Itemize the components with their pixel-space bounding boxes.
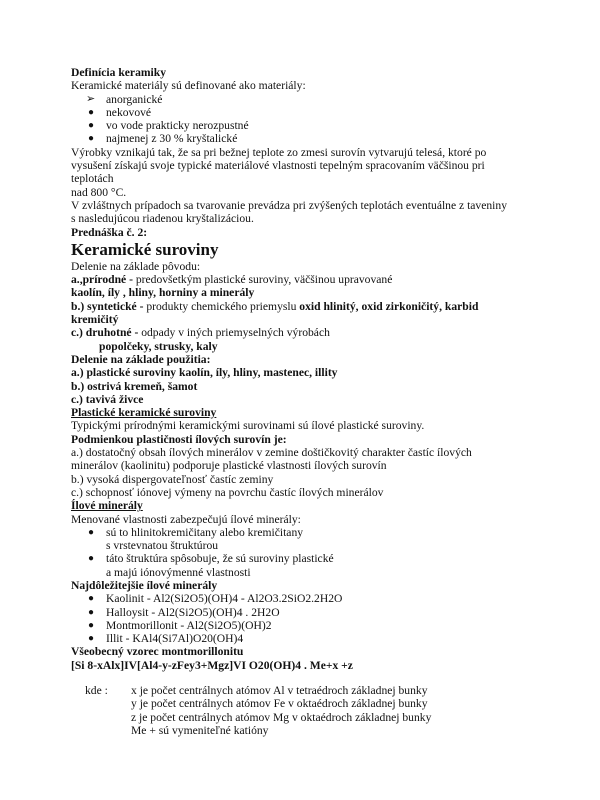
dot-bullet-icon: ● [88, 633, 95, 645]
dot-bullet-icon: ● [88, 606, 95, 618]
lecture-label: Prednáška č. 2: [71, 225, 148, 239]
list-item: ● nekovové [88, 105, 152, 119]
dot-bullet-icon: ● [88, 619, 95, 631]
plastic-title: Plastické keramické suroviny [71, 406, 217, 420]
use-c: c.) tavivá živce [71, 392, 144, 406]
paragraph-line: V zvláštnych prípadoch sa tvarovanie prevádza pri zvýšených teplotách eventuálne z taveniny [71, 198, 507, 212]
origin-a-list: kaolín, íly , hliny, horniny a minerály [71, 286, 255, 300]
list-item: ● najmenej z 30 % kryštalické [88, 132, 238, 146]
origin-b: b.) syntetické - produkty chemického priemyslu oxid hlinitý, oxid zirkoničitý, karbid [71, 299, 479, 313]
use-b: b.) ostrivá kremeň, šamot [71, 379, 198, 393]
paragraph-line: nad 800 °C. [71, 185, 127, 199]
paragraph-line: Výrobky vznikajú tak, že sa pri bežnej teplote zo zmesi surovín vytvarujú telesá, ktoré po [71, 145, 487, 159]
dot-bullet-icon: ● [88, 526, 95, 538]
legend-label: kde : [85, 684, 108, 698]
formula-heading: Všeobecný vzorec montmorillonitu [71, 645, 244, 659]
document-page [71, 66, 571, 737]
use-heading: Delenie na základe použitia: [71, 352, 211, 366]
dot-bullet-icon: ● [88, 553, 95, 565]
paragraph-line: teplotách [71, 172, 114, 186]
list-item: ● vo vode prakticky nerozpustné [88, 119, 249, 133]
list-item: ● Halloysit - Al2(Si2O5)(OH)4 . 2H2O [88, 605, 280, 619]
arrow-bullet-icon: ➢ [86, 92, 96, 105]
paragraph-line: s nasledujúcou riadenou kryštalizáciou. [71, 212, 254, 226]
list-item: ● Illit - KAl4(Si7Al)O20(OH)4 [88, 632, 244, 646]
dot-bullet-icon: ● [88, 593, 95, 605]
list-item: ➢ anorganické [86, 92, 163, 106]
legend-row: Me + sú vymeniteľné katióny [131, 723, 269, 737]
list-item: ● Kaolinit - Al2(Si2O5)(OH)4 - Al2O3.2SiO2.2H2O [88, 592, 343, 606]
plastic-text: Typickými prírodnými keramickými surovinami sú ílové plastické suroviny. [71, 419, 425, 433]
clay-intro: Menované vlastnosti zabezpečujú ílové minerály: [71, 512, 301, 526]
condition-line: b.) vysoká dispergovateľnosť častíc zeminy [71, 472, 274, 486]
definition-intro: Keramické materiály sú definované ako materiály: [71, 79, 306, 93]
legend-row: y je počet centrálnych atómov Fe v oktaédroch základnej bunky [131, 697, 428, 711]
definition-list [71, 93, 571, 146]
condition-heading: Podmienkou plastičnosti ílových surovín je: [71, 432, 287, 446]
condition-line: minerálov (kaolinitu) podporuje plastické vlastnosti ílových surovín [71, 459, 387, 473]
legend-row: x je počet centrálnych atómov Al v tetraédroch základnej bunky [131, 684, 428, 698]
mineral-list [71, 592, 571, 645]
definition-title: Definícia keramiky [71, 66, 166, 79]
origin-a: a.,prírodné - predovšetkým plastické suroviny, väčšinou upravované [71, 273, 393, 287]
formula: [Si 8-xAlx]IV[Al4-y-zFey3+Mgz]VI O20(OH)4 . Me+x +z [71, 658, 353, 672]
clay-title: Ílové minerály [71, 499, 143, 513]
dot-bullet-icon: ● [88, 120, 95, 132]
list-item: ● táto štruktúra spôsobuje, že sú suroviny plastické a majú iónovýmenné vlastnosti [88, 552, 334, 579]
origin-b-cont: kremičitý [71, 313, 119, 327]
origin-c-list: popolčeky, strusky, kaly [99, 339, 218, 353]
condition-line: a.) dostatočný obsah ílových minerálov v zemine doštičkovitý charakter častíc ílových [71, 446, 472, 460]
formula-legend [71, 684, 571, 737]
clay-list [71, 526, 571, 579]
use-a: a.) plastické suroviny kaolín, íly, hliny, mastenec, illity [71, 366, 338, 380]
dot-bullet-icon: ● [88, 133, 95, 145]
lecture-title: Keramické suroviny [71, 239, 219, 259]
list-item: ● sú to hlinitokremičitany alebo kremičitany s vrstevnatou štruktúrou [88, 525, 304, 553]
dot-bullet-icon: ● [88, 106, 95, 118]
origin-heading: Delenie na základe pôvodu: [71, 259, 201, 273]
important-title: Najdôležitejšie ílové minerály [71, 578, 218, 592]
paragraph-line: vysušení získajú svoje typické materiálové vlastnosti tepelným spracovaním väčšinou pri [71, 159, 485, 173]
list-item: ● Montmorillonit - Al2(Si2O5)(OH)2 [88, 618, 272, 632]
legend-row: z je počet centrálnych atómov Mg v oktaédroch základnej bunky [131, 710, 432, 724]
condition-line: c.) schopnosť iónovej výmeny na povrchu častíc ílových minerálov [71, 485, 384, 499]
origin-c: c.) druhotné - odpady v iných priemyselných výrobách [71, 326, 330, 340]
